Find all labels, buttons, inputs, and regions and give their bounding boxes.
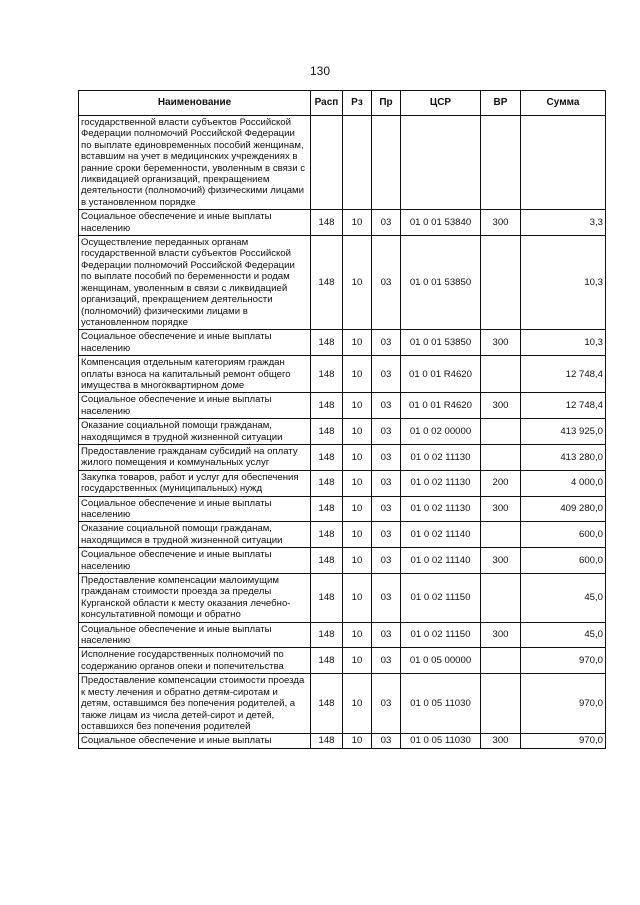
- cell-sum: 12 748,4: [521, 393, 606, 419]
- header-rasp: Расп: [311, 91, 343, 116]
- cell-csr: 01 0 02 11130: [401, 470, 481, 496]
- cell-name: Предоставление компенсации малоимущим гражданам стоимости проезда за пределы Курганской области к месту оказания лечебно-консультативной помощи и обратно: [79, 574, 311, 623]
- cell-csr: 01 0 01 R4620: [401, 393, 481, 419]
- cell-sum: 45,0: [521, 574, 606, 623]
- cell-sum: 3,3: [521, 210, 606, 236]
- cell-pr: 03: [372, 648, 401, 674]
- cell-csr: [401, 116, 481, 210]
- cell-pr: 03: [372, 574, 401, 623]
- cell-rasp: 148: [311, 496, 343, 522]
- cell-csr: 01 0 01 53840: [401, 210, 481, 236]
- cell-csr: 01 0 02 11150: [401, 622, 481, 648]
- table-row: [79, 419, 606, 445]
- cell-pr: 03: [372, 522, 401, 548]
- cell-vr: 200: [481, 470, 521, 496]
- cell-rasp: 148: [311, 330, 343, 356]
- cell-pr: 03: [372, 330, 401, 356]
- cell-vr: [481, 574, 521, 623]
- cell-csr: 01 0 05 00000: [401, 648, 481, 674]
- cell-pr: 03: [372, 236, 401, 330]
- table-row: [79, 574, 606, 623]
- cell-name: государственной власти субъектов Российской Федерации полномочий Российской Федерации по выплате единовременных пособий женщинам, вставшим на учет в медицинских учреждениях в ранние сроки беременности, уволенным в связи с ликвидацией организаций, прекращением деятельности (полномочий) физическими лицами в установленном порядке: [79, 116, 311, 210]
- cell-rz: 10: [343, 393, 372, 419]
- cell-vr: 300: [481, 496, 521, 522]
- cell-rasp: 148: [311, 622, 343, 648]
- cell-rasp: 148: [311, 444, 343, 470]
- cell-name: Осуществление переданных органам государственной власти субъектов Российской Федерации полномочий Российской Федерации по выплате пособий по беременности и родам женщинам, уволенным в связи с ликвидацией организаций, прекращением деятельности (полномочий) физическими лицами в установленном порядке: [79, 236, 311, 330]
- table-row: [79, 734, 606, 748]
- cell-rz: 10: [343, 210, 372, 236]
- cell-name: Социальное обеспечение и иные выплаты населению: [79, 330, 311, 356]
- cell-rasp: 148: [311, 419, 343, 445]
- cell-vr: 300: [481, 734, 521, 748]
- cell-vr: [481, 648, 521, 674]
- cell-rasp: 148: [311, 734, 343, 748]
- cell-sum: 10,3: [521, 330, 606, 356]
- header-vr: ВР: [481, 91, 521, 116]
- cell-name: Оказание социальной помощи гражданам, находящимся в трудной жизненной ситуации: [79, 522, 311, 548]
- cell-rz: 10: [343, 674, 372, 734]
- cell-vr: 300: [481, 330, 521, 356]
- cell-rz: 10: [343, 622, 372, 648]
- cell-csr: 01 0 02 11140: [401, 522, 481, 548]
- cell-pr: 03: [372, 356, 401, 393]
- cell-csr: 01 0 01 R4620: [401, 356, 481, 393]
- cell-name: Социальное обеспечение и иные выплаты населению: [79, 210, 311, 236]
- cell-vr: [481, 116, 521, 210]
- cell-rasp: 148: [311, 574, 343, 623]
- table-row: [79, 210, 606, 236]
- cell-vr: [481, 522, 521, 548]
- cell-name: Социальное обеспечение и иные выплаты населению: [79, 548, 311, 574]
- table-row: [79, 674, 606, 734]
- cell-vr: [481, 674, 521, 734]
- cell-rz: [343, 116, 372, 210]
- table-row: [79, 622, 606, 648]
- cell-rasp: 148: [311, 210, 343, 236]
- cell-rasp: [311, 116, 343, 210]
- cell-csr: 01 0 05 11030: [401, 674, 481, 734]
- cell-vr: 300: [481, 548, 521, 574]
- cell-vr: [481, 444, 521, 470]
- cell-sum: 600,0: [521, 522, 606, 548]
- cell-csr: 01 0 01 53850: [401, 236, 481, 330]
- cell-rz: 10: [343, 419, 372, 445]
- page-number: 130: [309, 64, 331, 78]
- cell-pr: 03: [372, 622, 401, 648]
- cell-rz: 10: [343, 470, 372, 496]
- cell-sum: [521, 116, 606, 210]
- cell-rasp: 148: [311, 648, 343, 674]
- cell-sum: 4 000,0: [521, 470, 606, 496]
- cell-csr: 01 0 02 11130: [401, 496, 481, 522]
- cell-csr: 01 0 05 11030: [401, 734, 481, 748]
- table-row: [79, 393, 606, 419]
- table-row: [79, 522, 606, 548]
- cell-rasp: 148: [311, 522, 343, 548]
- table-row: [79, 356, 606, 393]
- cell-rz: 10: [343, 548, 372, 574]
- cell-sum: 10,3: [521, 236, 606, 330]
- cell-name: Закупка товаров, работ и услуг для обеспечения государственных (муниципальных) нужд: [79, 470, 311, 496]
- cell-pr: 03: [372, 210, 401, 236]
- cell-name: Социальное обеспечение и иные выплаты населению: [79, 496, 311, 522]
- cell-csr: 01 0 02 00000: [401, 419, 481, 445]
- cell-csr: 01 0 01 53850: [401, 330, 481, 356]
- cell-rasp: 148: [311, 674, 343, 734]
- cell-name: Социальное обеспечение и иные выплаты населению: [79, 622, 311, 648]
- cell-vr: [481, 236, 521, 330]
- cell-pr: 03: [372, 470, 401, 496]
- table-row: [79, 116, 606, 210]
- cell-name: Предоставление гражданам субсидий на оплату жилого помещения и коммунальных услуг: [79, 444, 311, 470]
- cell-csr: 01 0 02 11140: [401, 548, 481, 574]
- cell-name: Социальное обеспечение и иные выплаты: [79, 734, 311, 748]
- cell-pr: 03: [372, 674, 401, 734]
- cell-pr: 03: [372, 496, 401, 522]
- header-pr: Пр: [372, 91, 401, 116]
- cell-rz: 10: [343, 648, 372, 674]
- cell-sum: 409 280,0: [521, 496, 606, 522]
- cell-pr: [372, 116, 401, 210]
- table-row: [79, 648, 606, 674]
- cell-vr: 300: [481, 622, 521, 648]
- cell-sum: 600,0: [521, 548, 606, 574]
- cell-pr: 03: [372, 419, 401, 445]
- cell-sum: 413 280,0: [521, 444, 606, 470]
- cell-vr: [481, 356, 521, 393]
- table-header-row: [79, 91, 606, 116]
- cell-rasp: 148: [311, 470, 343, 496]
- cell-rasp: 148: [311, 236, 343, 330]
- cell-sum: 45,0: [521, 622, 606, 648]
- cell-name: Социальное обеспечение и иные выплаты населению: [79, 393, 311, 419]
- cell-rz: 10: [343, 522, 372, 548]
- cell-pr: 03: [372, 444, 401, 470]
- table-row: [79, 496, 606, 522]
- header-sum: Сумма: [521, 91, 606, 116]
- cell-rz: 10: [343, 356, 372, 393]
- cell-sum: 12 748,4: [521, 356, 606, 393]
- cell-name: Исполнение государственных полномочий по содержанию органов опеки и попечительства: [79, 648, 311, 674]
- budget-table: [78, 90, 606, 749]
- header-csr: ЦСР: [401, 91, 481, 116]
- cell-rasp: 148: [311, 393, 343, 419]
- cell-vr: 300: [481, 393, 521, 419]
- cell-pr: 03: [372, 393, 401, 419]
- table-row: [79, 236, 606, 330]
- cell-pr: 03: [372, 548, 401, 574]
- cell-rz: 10: [343, 236, 372, 330]
- cell-rasp: 148: [311, 548, 343, 574]
- cell-rz: 10: [343, 330, 372, 356]
- cell-sum: 970,0: [521, 734, 606, 748]
- header-name: Наименование: [79, 91, 311, 116]
- cell-vr: [481, 419, 521, 445]
- cell-rz: 10: [343, 734, 372, 748]
- cell-sum: 970,0: [521, 674, 606, 734]
- cell-vr: 300: [481, 210, 521, 236]
- table-row: [79, 330, 606, 356]
- header-rz: Рз: [343, 91, 372, 116]
- cell-name: Оказание социальной помощи гражданам, находящимся в трудной жизненной ситуации: [79, 419, 311, 445]
- cell-rasp: 148: [311, 356, 343, 393]
- cell-name: Компенсация отдельным категориям граждан оплаты взноса на капитальный ремонт общего имущества в многоквартирном доме: [79, 356, 311, 393]
- cell-rz: 10: [343, 444, 372, 470]
- table-row: [79, 470, 606, 496]
- cell-pr: 03: [372, 734, 401, 748]
- cell-csr: 01 0 02 11130: [401, 444, 481, 470]
- table-row: [79, 444, 606, 470]
- cell-rz: 10: [343, 496, 372, 522]
- cell-name: Предоставление компенсации стоимости проезда к месту лечения и обратно детям-сиротам и детям, оставшимся без попечения родителей, а также лицам из числа детей-сирот и детей, оставшихся без попечения родителей: [79, 674, 311, 734]
- cell-sum: 413 925,0: [521, 419, 606, 445]
- cell-sum: 970,0: [521, 648, 606, 674]
- cell-rz: 10: [343, 574, 372, 623]
- cell-csr: 01 0 02 11150: [401, 574, 481, 623]
- table-row: [79, 548, 606, 574]
